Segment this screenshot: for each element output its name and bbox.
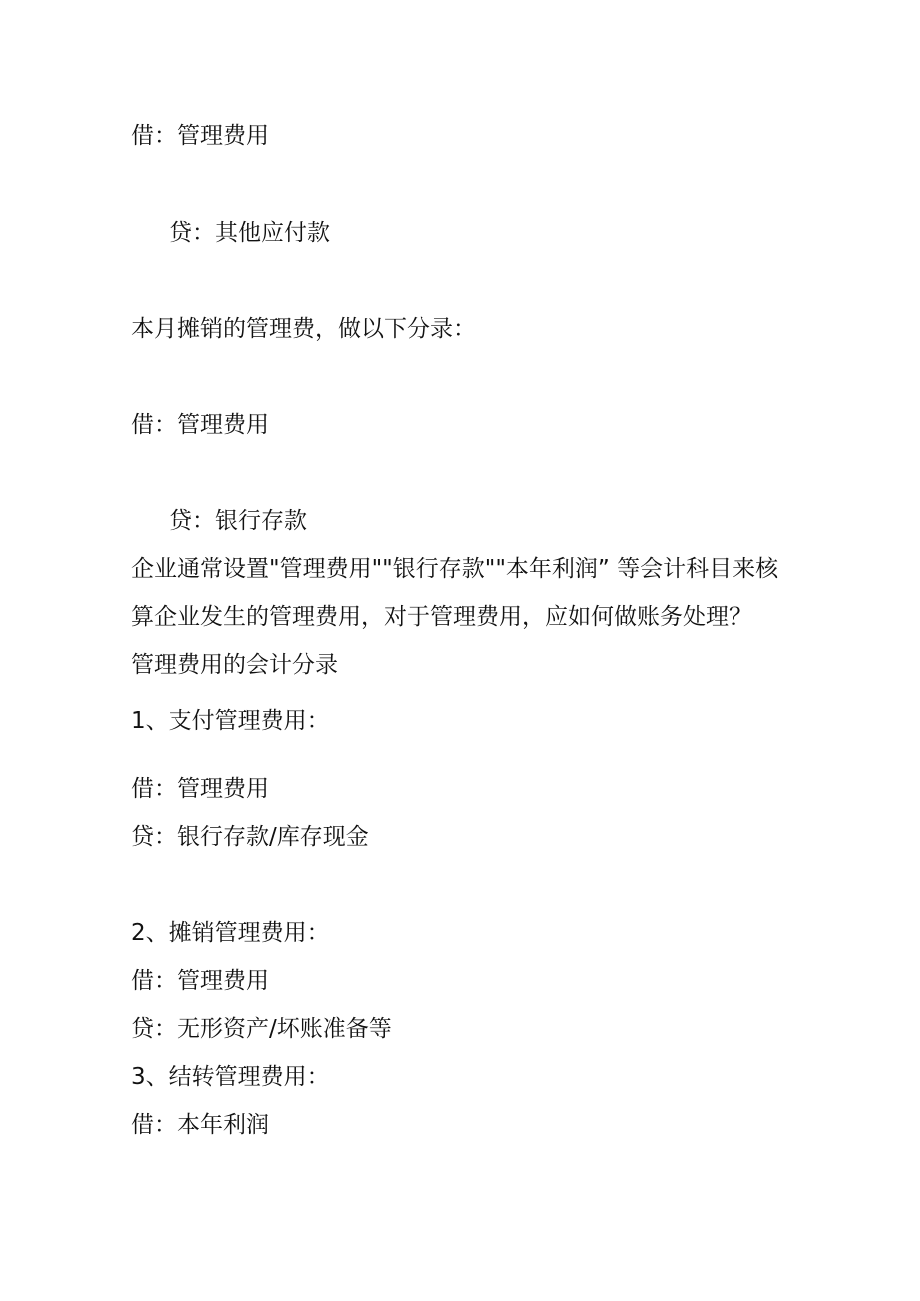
paragraph-line: 本月摊销的管理费，做以下分录： [131,316,476,342]
entry-credit-line: 贷：银行存款/库存现金 [131,824,369,850]
entry-debit-line: 借：管理费用 [131,776,269,802]
section-heading: 管理费用的会计分录 [131,652,338,678]
entry-debit-line: 借：管理费用 [131,123,269,149]
list-item-heading: 1、支付管理费用： [131,708,330,734]
entry-credit-line: 贷：其他应付款 [169,220,330,246]
entry-debit-line: 借：管理费用 [131,968,269,994]
entry-credit-line: 贷：无形资产/坏账准备等 [131,1016,392,1042]
paragraph-line: 算企业发生的管理费用，对于管理费用，应如何做账务处理？ [131,604,752,630]
list-item-heading: 2、摊销管理费用： [131,920,330,946]
list-item-heading: 3、结转管理费用： [131,1064,330,1090]
entry-credit-line: 贷：银行存款 [169,508,307,534]
entry-debit-line: 借：管理费用 [131,412,269,438]
entry-debit-line: 借：本年利润 [131,1112,269,1138]
paragraph-line: 企业通常设置"管理费用""银行存款""本年利润” 等会计科目来核 [131,556,779,582]
